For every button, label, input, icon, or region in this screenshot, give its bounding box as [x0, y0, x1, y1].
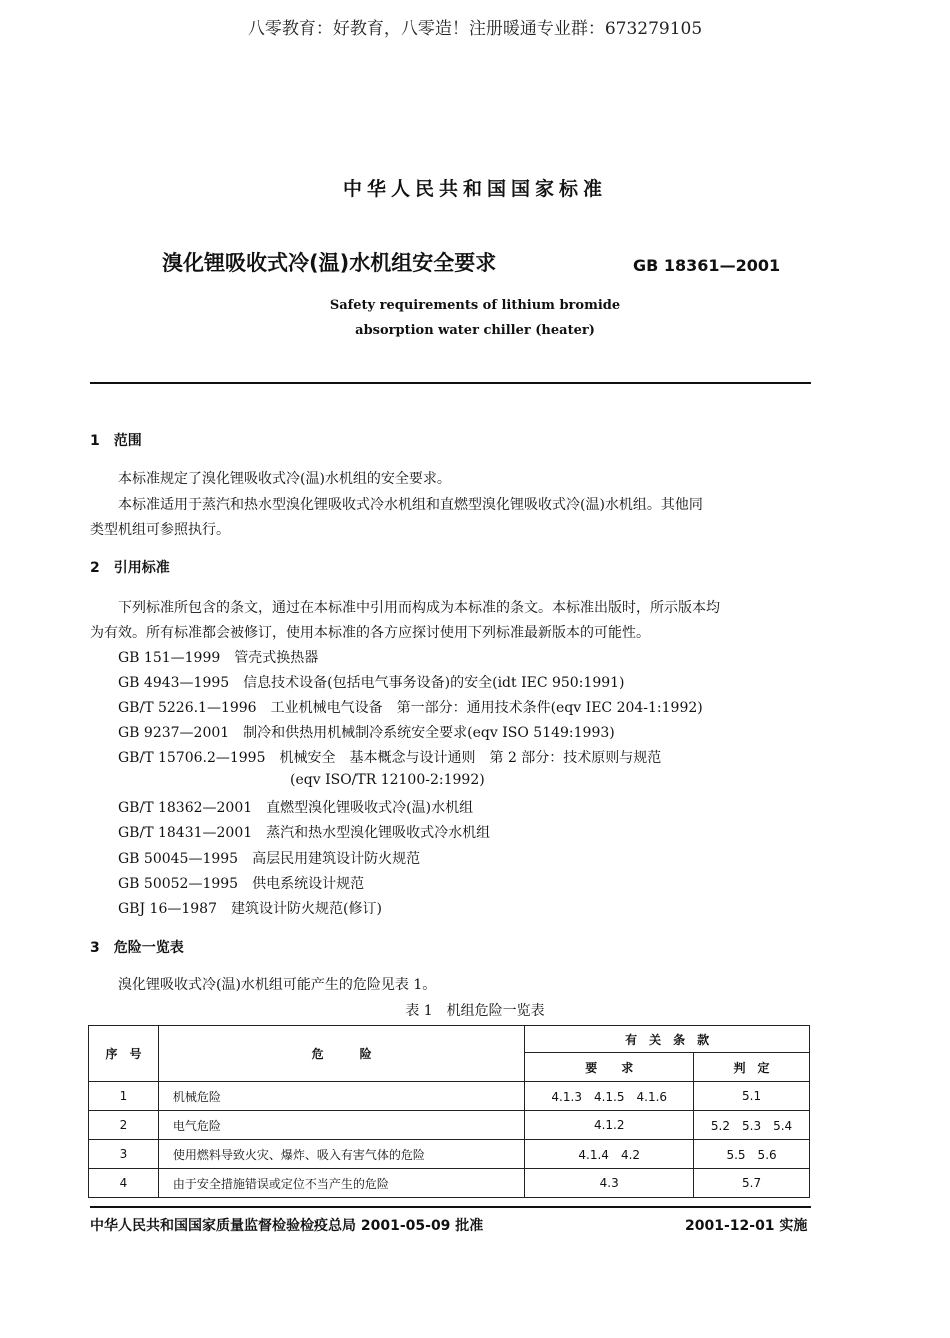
table-header-hazard: 危 险 — [158, 1026, 524, 1082]
reference-item: GBJ 16—1987 建筑设计防火规范(修订) — [118, 901, 382, 917]
reference-item: GB 9237—2001 制冷和供热用机械制冷系统安全要求(eqv ISO 5149:1993) — [118, 725, 615, 741]
document-title-cn: 溴化锂吸收式冷(温)水机组安全要求 — [162, 251, 497, 275]
table-row — [89, 1140, 810, 1169]
reference-item: GB 50045—1995 高层民用建筑设计防火规范 — [118, 851, 421, 867]
reference-item-continuation: (eqv ISO/TR 12100-2:1992) — [290, 772, 485, 788]
row-judgement: 5.7 — [694, 1169, 810, 1198]
row-judgement: 5.5 5.6 — [694, 1140, 810, 1169]
hazard-table — [88, 1025, 810, 1198]
row-hazard: 机械危险 — [158, 1082, 524, 1111]
table-header-seq: 序 号 — [89, 1026, 159, 1082]
table-caption: 表 1 机组危险一览表 — [405, 1003, 545, 1019]
table-header-requirement: 要 求 — [525, 1053, 694, 1082]
row-judgement: 5.1 — [694, 1082, 810, 1111]
reference-item: GB/T 5226.1—1996 工业机械电气设备 第一部分：通用技术条件(eqv IEC 204-1:1992) — [118, 700, 703, 716]
row-requirement: 4.3 — [525, 1169, 694, 1198]
reference-item: GB/T 15706.2—1995 机械安全 基本概念与设计通则 第 2 部分：技术原则与规范 — [118, 750, 662, 766]
row-requirement: 4.1.2 — [525, 1111, 694, 1140]
table-row — [89, 1111, 810, 1140]
section-2-paragraph-line-2: 为有效。所有标准都会被修订，使用本标准的各方应探讨使用下列标准最新版本的可能性。 — [90, 625, 650, 641]
table-header-judgement: 判 定 — [694, 1053, 810, 1082]
top-banner: 八零教育：好教育，八零造！注册暖通专业群：673279105 — [247, 19, 703, 39]
row-hazard: 电气危险 — [158, 1111, 524, 1140]
reference-item: GB 4943—1995 信息技术设备(包括电气事务设备)的安全(idt IEC 950:1991) — [118, 675, 625, 691]
national-standard-heading: 中华人民共和国国家标准 — [342, 178, 607, 200]
section-2-heading: 2 引用标准 — [90, 560, 170, 576]
table-row — [89, 1082, 810, 1111]
document-title-en-line2: absorption water chiller (heater) — [355, 323, 595, 338]
section-1-heading: 1 范围 — [90, 433, 142, 449]
table-row — [89, 1169, 810, 1198]
header-rule — [90, 382, 811, 384]
row-seq: 2 — [89, 1111, 159, 1140]
section-1-paragraph-2-line-1: 本标准适用于蒸汽和热水型溴化锂吸收式冷水机组和直燃型溴化锂吸收式冷(温)水机组。其他同 — [118, 497, 703, 513]
reference-item: GB/T 18362—2001 直燃型溴化锂吸收式冷(温)水机组 — [118, 800, 474, 816]
row-requirement: 4.1.3 4.1.5 4.1.6 — [525, 1082, 694, 1111]
row-seq: 3 — [89, 1140, 159, 1169]
reference-item: GB/T 18431—2001 蒸汽和热水型溴化锂吸收式冷水机组 — [118, 825, 491, 841]
section-2-paragraph-line-1: 下列标准所包含的条文，通过在本标准中引用而构成为本标准的条文。本标准出版时，所示版本均 — [118, 600, 720, 616]
document-title-en-line1: Safety requirements of lithium bromide — [329, 298, 621, 313]
reference-item: GB 50052—1995 供电系统设计规范 — [118, 876, 365, 892]
row-seq: 4 — [89, 1169, 159, 1198]
row-hazard: 使用燃料导致火灾、爆炸、吸入有害气体的危险 — [158, 1140, 524, 1169]
approval-line: 中华人民共和国国家质量监督检验检疫总局 2001-05-09 批准 — [90, 1218, 484, 1234]
row-hazard: 由于安全措施错误或定位不当产生的危险 — [158, 1169, 524, 1198]
standard-number: GB 18361—2001 — [633, 256, 781, 275]
table-header-clauses: 有 关 条 款 — [525, 1026, 810, 1053]
row-requirement: 4.1.4 4.2 — [525, 1140, 694, 1169]
reference-item: GB 151—1999 管壳式换热器 — [118, 650, 319, 666]
row-seq: 1 — [89, 1082, 159, 1111]
section-1-paragraph-1: 本标准规定了溴化锂吸收式冷(温)水机组的安全要求。 — [118, 471, 451, 487]
implementation-date: 2001-12-01 实施 — [685, 1218, 808, 1234]
row-judgement: 5.2 5.3 5.4 — [694, 1111, 810, 1140]
section-3-heading: 3 危险一览表 — [90, 940, 184, 956]
section-1-paragraph-2-line-2: 类型机组可参照执行。 — [90, 522, 230, 538]
footer-rule — [90, 1206, 811, 1208]
section-3-paragraph: 溴化锂吸收式冷(温)水机组可能产生的危险见表 1。 — [118, 977, 437, 993]
